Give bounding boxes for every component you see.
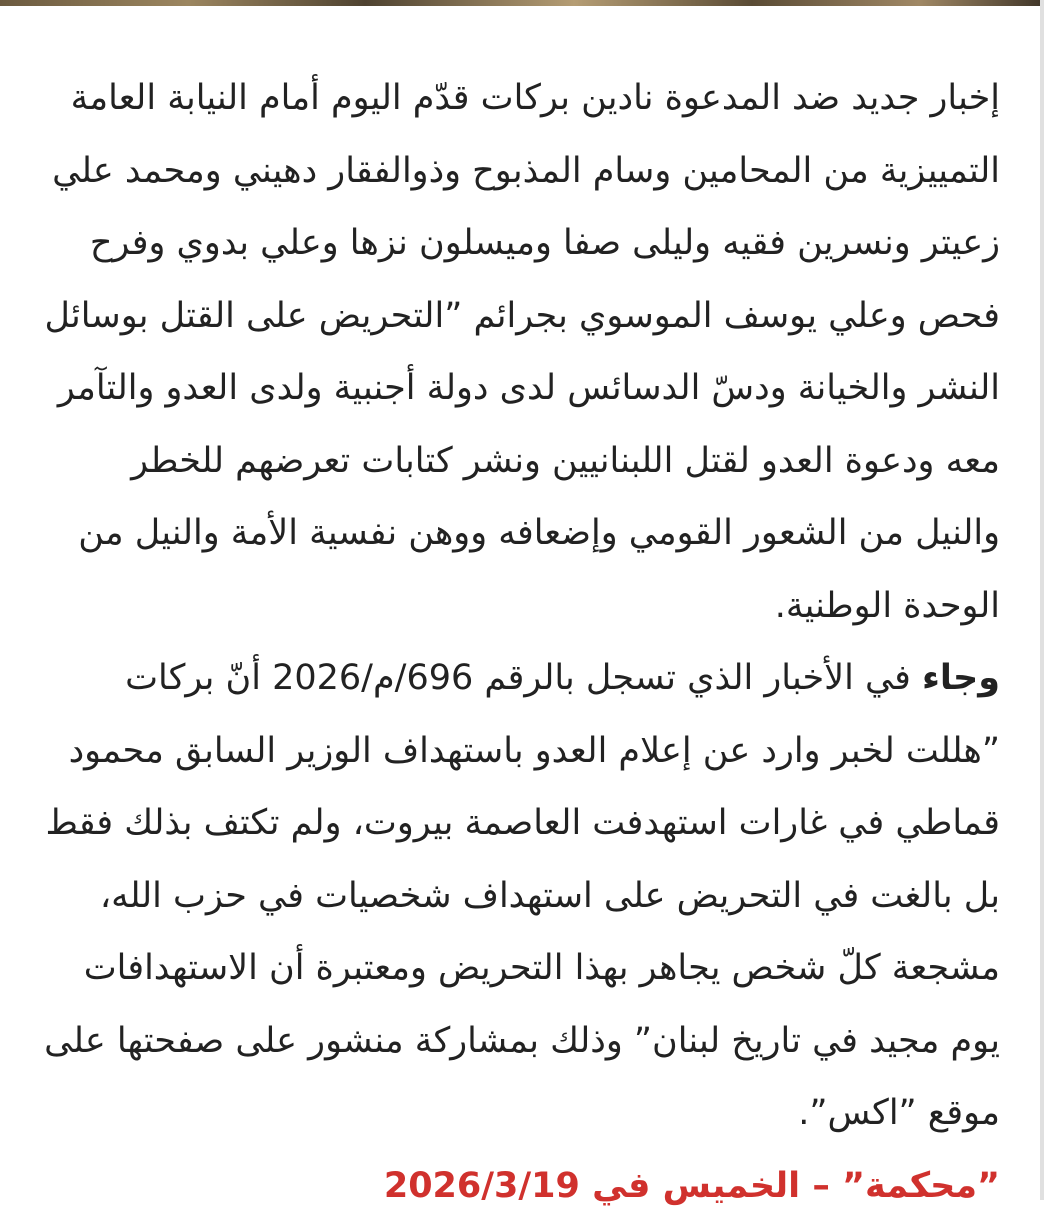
page-edge (1040, 0, 1044, 1200)
article-paragraph-1: إخبار جديد ضد المدعوة نادين بركات قدّم اليوم أمام النيابة العامة التمييزية من المحامين وسام المذبوح وذوالفقار دهيني ومحمد علي زعيتر ونسرين فقيه وليلى صفا وميسلون نزها وعلي بدوي وفرح فحص وعلي يوسف الموسوي بجرائم ”التحريض على القتل بوسائل النشر والخيانة ودسّ الدسائس لدى دولة أجنبية ولدى العدو والتآمر معه ودعوة العدو لقتل اللبنانيين ونشر كتابات تعرضهم للخطر والنيل من الشعور القومي وإضعافه ووهن نفسية الأمة والنيل من الوحدة الوطنية. (40, 62, 1000, 642)
header-image-strip (0, 0, 1044, 6)
article-dateline: ”محكمة” – الخميس في 2026/3/19 (40, 1150, 1000, 1222)
paragraph-2-text: في الأخبار الذي تسجل بالرقم 696/م/2026 أنّ بركات ”هللت لخبر وارد عن إعلام العدو باستهداف الوزير السابق محمود قماطي في غارات استهدفت العاصمة بيروت، ولم تكتف بذلك فقط بل بالغت في التحريض على استهداف شخصيات في حزب الله، مشجعة كلّ شخص يجاهر بهذا التحريض ومعتبرة أن الاستهدافات يوم مجيد في تاريخ لبنان” وذلك بمشاركة منشور على صفحتها على موقع ”اكس”. (44, 658, 1000, 1133)
article-body (40, 62, 1000, 1222)
article-paragraph-2 (40, 642, 1000, 1150)
paragraph-lead-word: وجاء (922, 658, 1000, 698)
